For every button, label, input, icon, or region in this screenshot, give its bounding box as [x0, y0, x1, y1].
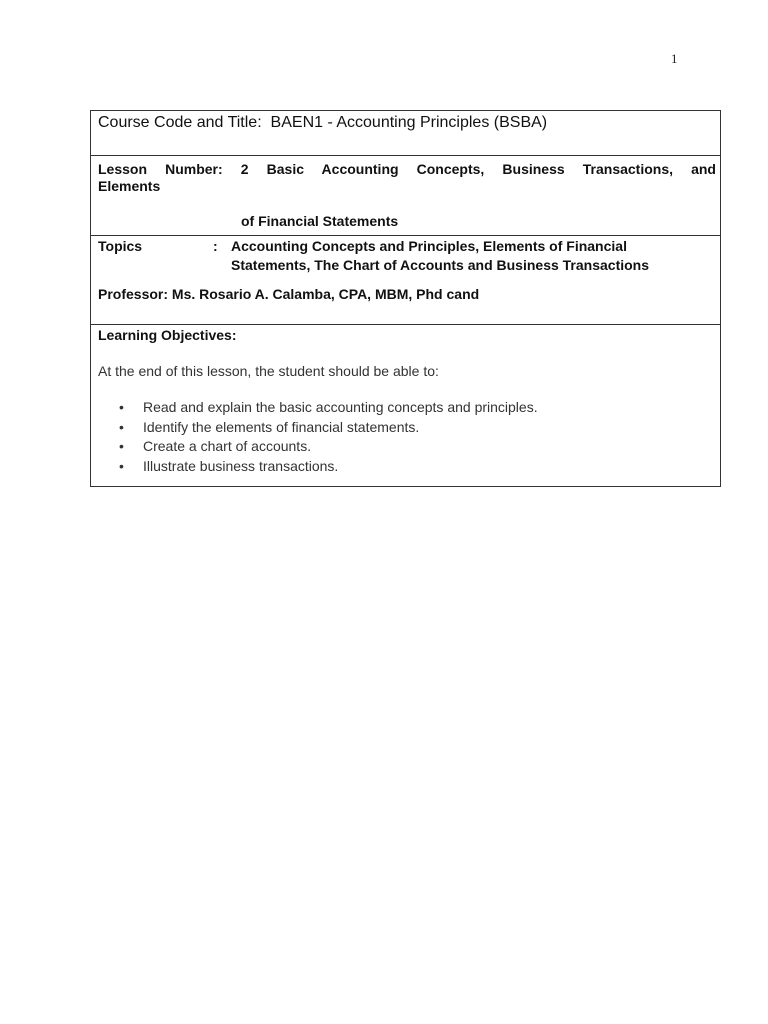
topics-row — [98, 237, 716, 275]
bullet-icon: • — [119, 457, 124, 474]
lesson-cell — [91, 155, 720, 235]
bullet-icon: • — [119, 418, 124, 435]
course-label: Course Code and Title: — [98, 114, 262, 131]
objectives-cell — [91, 324, 720, 486]
topics-colon: : — [213, 238, 218, 254]
course-code-and-title — [98, 114, 716, 132]
objective-text: Identify the elements of financial statements. — [143, 418, 420, 435]
objectives-title: Learning Objectives: — [98, 327, 237, 343]
list-item — [98, 457, 716, 477]
professor: Professor: Ms. Rosario A. Calamba, CPA, MBM, Phd cand — [98, 286, 480, 302]
topics-label: Topics — [98, 238, 143, 254]
list-item — [98, 398, 716, 418]
objectives-intro: At the end of this lesson, the student should be able to: — [98, 363, 439, 379]
bullet-icon: • — [119, 399, 124, 415]
objective-text: Create a chart of accounts. — [143, 438, 312, 454]
objective-text: Illustrate business transactions. — [143, 457, 339, 474]
course-info-table — [90, 110, 721, 487]
topics-line-1: Accounting Concepts and Principles, Elements of Financial — [231, 238, 627, 254]
lesson-line-2: Elements — [98, 178, 161, 194]
bullet-icon: • — [119, 438, 124, 454]
course-value: BAEN1 - Accounting Principles (BSBA) — [270, 114, 548, 131]
objectives-list — [98, 398, 716, 476]
topics-cell — [91, 235, 720, 324]
objective-text: Read and explain the basic accounting concepts and principles. — [143, 399, 538, 415]
lesson-line-1: Lesson Number: 2 Basic Accounting Concepts, Business Transactions, and — [98, 161, 716, 177]
topics-value — [231, 237, 716, 275]
page-number: 1 — [671, 51, 678, 66]
topics-line-2: Statements, The Chart of Accounts and Business Transactions — [231, 257, 650, 273]
list-item — [98, 437, 716, 457]
course-cell — [91, 111, 720, 155]
list-item — [98, 418, 716, 438]
lesson-line-3: of Financial Statements — [241, 213, 399, 229]
